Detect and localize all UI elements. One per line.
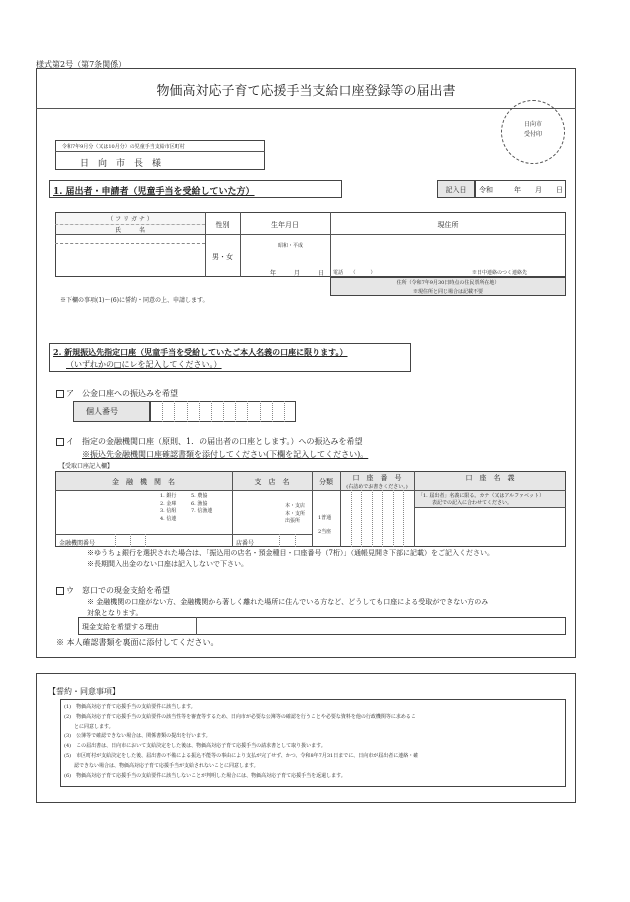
mynumber-digit-divider [260,401,261,422]
bank-table-label: 【受取口座記入欄】 [59,463,114,470]
form-number: 様式第2号（第7条関係） [36,60,127,69]
account-digit-divider [361,490,362,547]
pledge-agree-line: ※下欄の事項(1)～(6)に誓約・同意の上、申請します。 [60,297,209,304]
option-i-checkbox[interactable] [56,438,64,446]
stamp-line1: 日向市 [523,121,542,128]
date-value: 令和 年 月 日 [479,186,563,194]
same-address-note: ※現住所と同じ場合は記載不要 [412,289,483,295]
holder-note1: 「1. 届出者」名義に限る。カナ（又はアルファベット） [418,493,545,499]
mynumber-digit-divider [223,401,224,422]
cash-reason-label: 現金支給を希望する理由 [82,623,159,631]
birth-era[interactable]: 昭和・平成 [278,243,304,249]
mynumber-digit-divider [187,401,188,422]
pledge-item: (4) この届出書は、日向市において支給決定をした後は、物価高対応子育て応援手当の請求書として取り扱います。 [64,743,326,750]
pledge-item: (2) 物価高対応子育て応援手当の支給要件の該当性等を審査等するため、日向市が必要な公簿等の確認を行うことや必要な資料を他の行政機関等に求めるこ [64,713,416,720]
longterm-note: ※長期間入出金のない口座は記入しないで下さい。 [87,560,248,568]
account-digit-divider [403,490,404,547]
address-label: 現住所 [437,221,459,229]
addressee-divider [55,151,265,152]
page-title: 物価高対応子育て応援手当支給口座登録等の届出書 [156,84,456,99]
residence-note: 住所（令和7年9月30日時点の住民票所在地） [396,280,500,286]
branch-code-label: 店番号 [236,540,255,547]
mynumber-digit-divider [247,401,248,422]
col-holder: 口 座 名 義 [465,474,515,482]
branch-code-digit-divider [295,534,296,547]
option-u-note2: 対象となります。 [87,609,143,617]
col-type: 分類 [319,478,333,486]
option-a-checkbox[interactable] [56,390,64,398]
phone-note: ※日中連絡のつく連絡先 [472,270,528,276]
bank-code-digit-divider [115,534,116,547]
col-bank-name: 金 融 機 関 名 [112,478,175,486]
section1-heading: 1. 届出者・申請者（児童手当を受給していた方） [53,187,255,197]
name-label: 氏 名 [114,227,145,234]
addressee-note: 令和7年9月分（又は10月分）の児童手当支給市区町村 [62,144,185,150]
bank-code-digit-divider [145,534,146,547]
holder-note2: 表記での記入に合わせてください。 [432,500,513,506]
bank-code-digit-divider [130,534,131,547]
option-a-label: ア 公金口座への振込みを希望 [66,389,178,398]
bank-type-options-left[interactable]: 1. 銀行 2. 金庫 3. 信組 4. 信連 [160,493,177,522]
title-divider [36,108,576,109]
option-u-label: ウ 窓口での現金支給を希望 [66,586,170,595]
date-label: 記入日 [445,186,467,194]
option-i[interactable] [56,436,362,447]
gender-value[interactable]: 男・女 [212,253,233,261]
option-a[interactable] [56,388,178,399]
pledge-item: (6) 物価高対応子育て応援手当の支給要件に該当しないことが判明した場合には、物価高対応子育て応援手当を返還します。 [64,772,346,779]
option-i-note: ※振込先金融機関口座確認書類を添付してください(下欄を記入してください)。 [82,450,369,459]
account-digit-divider [393,490,394,547]
mynumber-digit-divider [235,401,236,422]
section2-heading: 2. 新規振込先指定口座（児童手当を受給していたご本人名義の口座に限ります。） [53,347,348,357]
col-account: 口 座 番 号 [352,474,402,482]
birth-date-fields: 年 月 日 [270,270,325,277]
pledge-item: 認できない場合は、物価高対応子育て応援手当が支給されないことに同意します。 [64,762,259,769]
mynumber-digit-divider [199,401,200,422]
account-type-options[interactable]: 1普通 2当座 [318,515,332,535]
pledge-title: 【誓約・同意事項】 [48,687,120,696]
addressee-name: 日 向 市 長 様 [80,159,162,169]
section2-subheading: （いずれかの□にレを記入してください。） [66,360,222,369]
id-document-note: ※ 本人確認書類を裏面に添付してください。 [56,638,219,647]
phone-field[interactable]: 電話 （ ） [333,270,376,276]
bank-code-label: 金融機関番号 [59,540,96,547]
option-u[interactable] [56,585,170,596]
mynumber-digit-divider [211,401,212,422]
branch-code-digit-divider [279,534,280,547]
option-u-note1: ※ 金融機関の口座がない方、金融機関から著しく離れた場所に住んでいる方など、どうしても口座による受取ができない方のみ [87,598,489,606]
option-u-checkbox[interactable] [56,587,64,595]
option-i-label: イ 指定の金融機関口座（原則、1．の届出者の口座とします。）への振込みを希望 [66,437,363,446]
col-account-note: (右詰めでお書きください。) [346,484,408,490]
branch-type-options[interactable]: 本・支店 本・支所 出張所 [285,503,306,524]
gender-label: 性別 [215,221,230,229]
bank-type-options-right[interactable]: 5. 農協 6. 漁協 7. 信漁連 [191,493,213,514]
mynumber-digit-divider [174,401,175,422]
col-branch-name: 支 店 名 [254,478,290,486]
mynumber-label: 個人番号 [86,407,118,416]
mynumber-digit-divider [272,401,273,422]
furigana-label: （ フ リ ガ ナ ） [107,216,153,223]
pledge-item: とに同意します。 [64,723,114,730]
account-digit-divider [372,490,373,547]
pledge-item: (3) 公簿等で確認できない場合は、関係書類の提出を行います。 [64,733,211,740]
birth-label: 生年月日 [271,221,299,229]
stamp-line2: 受付印 [523,131,542,138]
mynumber-digit-divider [284,401,285,422]
pledge-item: (5) 市区町村が支給決定をした後、届出書の不備による振込不能等の事由により支払が完了せず、かつ、令和8年7月31日までに、日向市が届出者に連絡・確 [64,752,419,759]
pledge-list [64,703,418,781]
mynumber-digit-divider [162,401,163,422]
yucho-note: ※ゆうちょ銀行を選択された場合は、「振込用の店名・預金種目・口座番号（7桁）」（通帳見開き下部に記載）をご記入ください。 [87,549,494,557]
account-digit-divider [382,490,383,547]
pledge-item: (1) 物価高対応子育て応援手当の支給要件に該当します。 [64,704,196,710]
account-digit-divider [351,490,352,547]
